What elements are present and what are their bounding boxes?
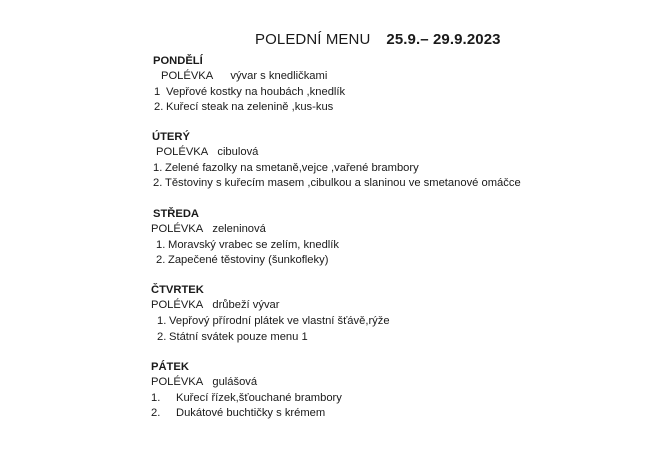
menu-item-tuesday-1: [153, 161, 419, 175]
soup-name: vývar s knedličkami: [230, 70, 328, 82]
item-text: Moravský vrabec se zelím, knedlík: [168, 239, 339, 251]
item-text: Zapečené těstoviny (šunkofleky): [168, 254, 329, 266]
soup-label: POLÉVKA: [151, 299, 204, 311]
item-number: 1.: [153, 162, 163, 174]
soup-friday: [151, 375, 257, 389]
item-number: 1.: [151, 392, 161, 404]
menu-dates: 25.9.– 29.9.2023: [386, 31, 501, 48]
soup-name: drůbeží vývar: [212, 299, 280, 311]
menu-item-wednesday-2: [156, 253, 328, 267]
menu-title: POLEDNÍ MENU: [255, 31, 371, 48]
menu-item-thursday-2: [157, 330, 308, 344]
soup-thursday: [151, 298, 280, 312]
item-text: Státní svátek pouze menu 1: [169, 331, 308, 343]
soup-wednesday: [151, 222, 266, 236]
menu-item-thursday-1: [157, 314, 390, 328]
item-text: Kuřecí steak na zelenině ,kus-kus: [166, 101, 334, 113]
day-heading-monday: PONDĚLÍ: [153, 55, 203, 67]
soup-tuesday: [156, 145, 258, 159]
item-text: Těstoviny s kuřecím masem ,cibulkou a slaninou ve smetanové omáčce: [165, 177, 521, 189]
day-heading-tuesday: ÚTERÝ: [152, 131, 190, 143]
menu-item-friday-1: [151, 391, 342, 405]
menu-item-tuesday-2: [153, 176, 521, 190]
item-number: 1: [154, 86, 161, 98]
soup-name: zeleninová: [212, 223, 266, 235]
menu-item-monday-1: [154, 85, 345, 99]
menu-item-friday-2: [151, 406, 325, 420]
item-text: Dukátové buchtičky s krémem: [176, 407, 326, 419]
day-heading-wednesday: STŘEDA: [153, 208, 199, 220]
menu-item-wednesday-1: [156, 238, 339, 252]
soup-label: POLÉVKA: [151, 376, 204, 388]
item-text: Kuřecí řízek,šťouchané brambory: [176, 392, 342, 404]
soup-monday: [161, 69, 327, 83]
soup-name: cibulová: [217, 146, 259, 158]
item-number: 2.: [153, 177, 163, 189]
item-number: 2.: [157, 331, 167, 343]
soup-label: POLÉVKA: [161, 70, 214, 82]
item-text: Vepřové kostky na houbách ,knedlík: [166, 86, 346, 98]
soup-label: POLÉVKA: [151, 223, 204, 235]
item-number: 1.: [156, 239, 166, 251]
day-heading-friday: PÁTEK: [151, 361, 189, 373]
day-heading-thursday: ČTVRTEK: [151, 284, 204, 296]
item-text: Zelené fazolky na smetaně,vejce ,vařené brambory: [165, 162, 419, 174]
item-number: 2.: [154, 101, 164, 113]
item-number: 2.: [156, 254, 166, 266]
soup-label: POLÉVKA: [156, 146, 209, 158]
item-text: Vepřový přírodní plátek ve vlastní šťávě,rýže: [169, 315, 390, 327]
item-number: 1.: [157, 315, 167, 327]
page-title: [255, 31, 501, 48]
item-number: 2.: [151, 407, 161, 419]
soup-name: gulášová: [212, 376, 258, 388]
menu-item-monday-2: [154, 100, 333, 114]
